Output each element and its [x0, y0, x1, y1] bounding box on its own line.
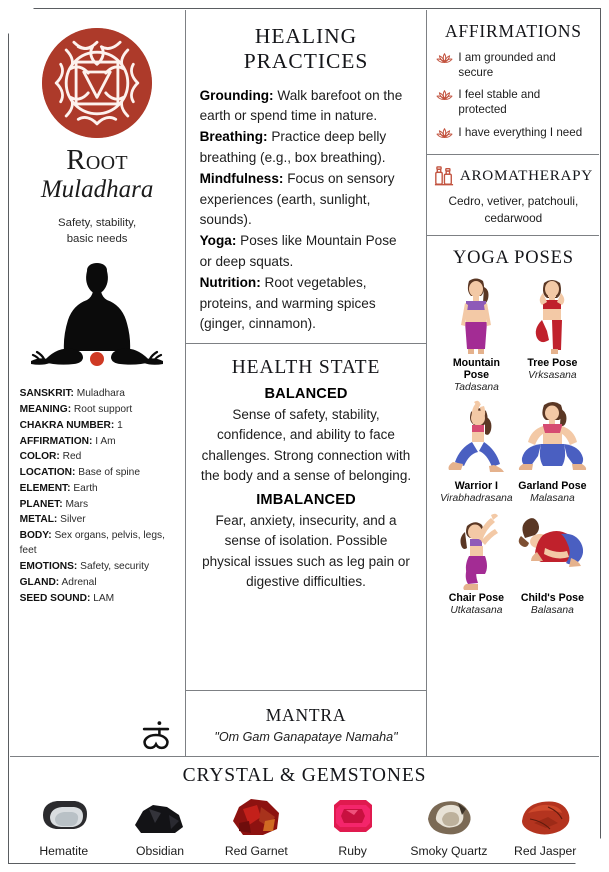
imbalanced-text: Fear, anxiety, insecurity, and a sense of isolation. Possible physical issues such as leg pain or digestive difficulties.: [202, 513, 410, 589]
essential-oil-bottle-icon: [434, 165, 454, 187]
aromatherapy-header: [436, 165, 593, 187]
attribute-row: [20, 497, 177, 512]
mantra-section: [186, 690, 427, 756]
red-garnet-stone: [225, 793, 287, 839]
crystal-label: Red Jasper: [514, 844, 577, 859]
attribute-row: [20, 449, 177, 464]
yoga-pose-grid: [436, 273, 590, 618]
attribute-row: [20, 402, 177, 417]
yoga-pose-item: [439, 273, 513, 395]
attribute-list: [18, 386, 177, 606]
healing-practice-text: Walk barefoot on the earth or spend time in nature.: [199, 87, 403, 124]
healing-practices-list: [200, 86, 413, 336]
warrior-one-pose-figure: [439, 396, 513, 480]
crystal-item: [305, 793, 401, 858]
attribute-value: Mars: [62, 498, 89, 510]
affirmation-item: [436, 50, 590, 81]
attribute-value: Adrenal: [59, 576, 97, 588]
chair-pose-figure: [439, 508, 513, 592]
yoga-pose-name: Mountain Pose: [452, 356, 500, 381]
attribute-row: [20, 418, 177, 433]
crystal-item: [401, 793, 497, 858]
ruby-gem: [322, 793, 384, 839]
affirmations-heading: AFFIRMATIONS: [444, 20, 582, 41]
crystal-label: Ruby: [338, 844, 367, 859]
mantra-text: "Om Gam Ganapataye Namaha": [214, 729, 398, 744]
upper-section: [10, 10, 600, 756]
health-state-heading: HEALTH STATE: [231, 357, 381, 379]
attribute-key: LOCATION:: [19, 467, 76, 479]
attribute-key: EMOTIONS:: [19, 561, 78, 573]
healing-practice-item: [200, 127, 413, 169]
healing-practices-heading: HEALING PRACTICES: [243, 23, 369, 73]
practices-column: [186, 10, 428, 756]
mantra-heading: MANTRA: [265, 704, 347, 725]
mountain-pose-figure: [439, 273, 513, 357]
affirmation-text: I have everything I need: [458, 125, 583, 139]
attribute-row: [20, 575, 177, 590]
attribute-key: BODY:: [19, 530, 52, 542]
attribute-row: [20, 481, 177, 496]
healing-practice-text: Practice deep belly breathing (e.g., box breathing).: [199, 129, 387, 165]
yoga-pose-item: [439, 396, 513, 506]
healing-practice-item: [200, 169, 413, 231]
imbalanced-title: IMBALANCED: [256, 492, 356, 509]
chakra-sanskrit-name: Muladhara: [40, 175, 154, 203]
attribute-key: PLANET:: [19, 498, 63, 510]
attribute-row: [20, 434, 177, 449]
healing-practice-text: Root vegetables, proteins, and warming spices (ginger, cinnamon).: [199, 274, 376, 332]
attribute-value: Red: [59, 451, 82, 463]
attribute-key: GLAND:: [19, 576, 60, 588]
attribute-value: Muladhara: [73, 388, 125, 400]
smoky-quartz-stone: [418, 793, 480, 839]
healing-practice-label: Yoga:: [199, 233, 237, 249]
yoga-pose-name: Warrior I: [454, 480, 498, 493]
healing-practice-item: [200, 86, 413, 128]
childs-pose-figure: [515, 508, 589, 592]
yoga-poses-section: [427, 235, 599, 756]
red-jasper-stone: [514, 793, 576, 839]
yoga-pose-item: [439, 508, 513, 618]
healing-practice-item: [200, 231, 413, 273]
crystals-section: [10, 756, 600, 863]
health-state-section: [186, 343, 427, 606]
attribute-value: 1: [114, 419, 123, 431]
garland-pose-figure: [515, 396, 589, 480]
yoga-pose-sanskrit: Vrksasana: [528, 369, 577, 381]
aromatherapy-section: [427, 154, 599, 234]
attribute-value: LAM: [90, 592, 115, 604]
affirmation-text: I am grounded and secure: [458, 50, 556, 79]
lotus-icon: [436, 51, 453, 64]
chakra-subtitle: Safety, stability, basic needs: [58, 216, 137, 246]
crystal-item: [208, 793, 304, 858]
affirmations-yoga-column: [427, 10, 599, 756]
attribute-row: [20, 528, 177, 559]
chakra-title: Root: [66, 143, 128, 176]
aromatherapy-heading: AROMATHERAPY: [459, 167, 593, 185]
yoga-pose-name: Tree Pose: [527, 356, 578, 369]
yoga-pose-name: Garland Pose: [518, 480, 587, 493]
yoga-pose-item: [515, 396, 589, 506]
attribute-value: Silver: [57, 514, 86, 526]
lotus-icon: [436, 88, 453, 101]
attribute-key: COLOR:: [19, 451, 60, 463]
healing-practice-item: [200, 273, 413, 335]
attribute-row: [20, 386, 177, 401]
hematite-stone: [33, 793, 95, 839]
attribute-row: [20, 512, 177, 527]
content-grid: [10, 10, 600, 863]
healing-practices-section: [186, 10, 427, 344]
attribute-value: Safety, security: [77, 561, 150, 573]
attribute-row: [20, 559, 177, 574]
balanced-title: BALANCED: [264, 386, 348, 403]
healing-practice-label: Grounding:: [199, 87, 274, 103]
yoga-pose-name: Child's Pose: [520, 591, 584, 604]
attribute-key: ELEMENT:: [19, 482, 71, 494]
obsidian-stone: [129, 793, 191, 839]
attribute-key: SEED SOUND:: [19, 592, 91, 604]
affirmation-item: [436, 87, 590, 118]
attribute-value: I Am: [92, 435, 116, 447]
yoga-pose-sanskrit: Virabhadrasana: [440, 493, 513, 505]
affirmations-list: [436, 50, 590, 140]
yoga-pose-sanskrit: Tadasana: [453, 381, 499, 393]
meditating-silhouette-icon: [23, 258, 171, 376]
healing-practice-label: Mindfulness:: [199, 170, 284, 186]
healing-practice-text: Focus on sensory experiences (earth, sunlight, sounds).: [199, 170, 395, 228]
yoga-pose-sanskrit: Balasana: [530, 604, 574, 616]
crystal-label: Smoky Quartz: [410, 844, 488, 859]
attribute-value: Base of spine: [75, 467, 140, 479]
attribute-key: AFFIRMATION:: [19, 435, 93, 447]
lam-seed-syllable-icon: [139, 718, 173, 752]
healing-practice-label: Nutrition:: [199, 274, 261, 290]
lotus-icon: [436, 126, 453, 139]
crystal-item: [497, 793, 593, 858]
healing-practice-label: Breathing:: [199, 129, 268, 145]
aromatherapy-text: Cedro, vetiver, patchouli, cedarwood: [448, 194, 579, 226]
attribute-key: CHAKRA NUMBER:: [19, 419, 115, 431]
muladhara-chakra-symbol-icon: [42, 28, 152, 138]
crystal-label: Obsidian: [135, 844, 185, 859]
yoga-pose-name: Chair Pose: [448, 591, 505, 604]
crystal-label: Red Garnet: [224, 844, 288, 859]
yoga-pose-item: [515, 273, 589, 395]
chakra-overview-column: [10, 10, 186, 756]
attribute-key: METAL:: [19, 514, 58, 526]
attribute-key: MEANING:: [19, 404, 72, 416]
crystal-item: [112, 793, 208, 858]
affirmation-item: [436, 125, 590, 140]
attribute-value: Sex organs, pelvis, legs, feet: [19, 530, 165, 557]
yoga-pose-sanskrit: Utkatasana: [450, 604, 503, 616]
attribute-value: Earth: [70, 482, 98, 494]
yoga-poses-heading: YOGA POSES: [452, 247, 574, 268]
crystals-heading: CRYSTAL & GEMSTONES: [182, 764, 427, 786]
yoga-pose-sanskrit: Malasana: [530, 493, 575, 505]
healing-practice-text: Poses like Mountain Pose or deep squats.: [199, 233, 397, 269]
crystal-label: Hematite: [39, 844, 89, 859]
affirmation-text: I feel stable and protected: [458, 88, 541, 117]
attribute-row: [20, 591, 177, 606]
tree-pose-figure: [515, 273, 589, 357]
crystal-item: [16, 793, 112, 858]
attribute-row: [20, 465, 177, 480]
balanced-text: Sense of safety, stability, confidence, and ability to face challenges. Strong connection with the body and a sense of belonging.: [200, 407, 412, 483]
attribute-key: SANSKRIT:: [19, 388, 74, 400]
attribute-value: Root support: [71, 404, 133, 416]
affirmations-section: [427, 10, 599, 154]
crystals-row: [16, 793, 594, 859]
yoga-pose-item: [515, 508, 589, 618]
